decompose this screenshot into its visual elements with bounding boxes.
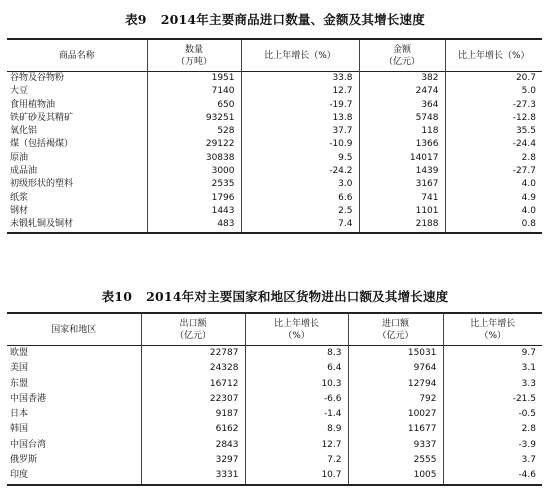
table9-cell-amount-growth: 4.0 [445,205,542,218]
table9-header-amount: 金额 （亿元） [359,39,445,72]
table9-cell-name: 食用植物油 [10,99,56,110]
table10-title [0,287,550,305]
table9-row [7,152,542,165]
table9-cell-name: 煤（包括褐煤） [10,139,74,150]
table9-cell-name: 成品油 [10,166,38,177]
table9-cell-qty-growth: 12.7 [241,85,359,98]
table9-cell-qty-growth: 9.5 [241,152,359,165]
table9-cell-qty-growth: 37.7 [241,125,359,138]
table9-cell-qty: 650 [147,99,241,112]
table9-cell-amount: 741 [359,192,445,205]
table10-cell-export: 3331 [141,468,245,484]
table10-cell-import-growth: -3.9 [443,438,542,453]
table9-cell-qty-growth: -19.7 [241,99,359,112]
table9-cell-qty: 7140 [147,85,241,98]
table10-header-export-growth: 比上年增长 （%） [245,313,348,346]
table9-cell-amount-growth: -12.8 [445,112,542,125]
table10-cell-import-growth: 9.7 [443,346,542,362]
table10-cell-export: 22787 [141,346,245,362]
table10-cell-export-growth: 12.7 [245,438,348,453]
table10-number: 表10 [101,289,133,304]
table10-header-import-growth: 比上年增长 （%） [443,313,542,346]
table10-row [7,468,542,484]
table10-cell-export: 9187 [141,407,245,422]
table9-body [7,72,542,233]
table10-cell-export-growth: 8.3 [245,346,348,362]
table10-cell-export-growth: 10.7 [245,468,348,484]
table9-cell-amount-growth: 4.0 [445,178,542,191]
table10-cell-export: 6162 [141,422,245,437]
table9-cell-qty: 30838 [147,152,241,165]
table9-cell-name: 原油 [10,152,29,163]
table9-cell-amount-growth: -24.4 [445,138,542,151]
table9-cell-qty: 2535 [147,178,241,191]
table9-cell-amount-growth: 0.8 [445,218,542,232]
table10-header-row [7,313,542,346]
table9-row [7,205,542,218]
table9-cell-name: 初级形状的塑料 [10,179,74,190]
table10-cell-name: 美国 [10,363,29,374]
table10-row [7,377,542,392]
table9-cell-qty-growth: -10.9 [241,138,359,151]
table10-cell-export: 22307 [141,392,245,407]
table9-cell-amount: 118 [359,125,445,138]
table10-row [7,392,542,407]
table9-cell-amount: 14017 [359,152,445,165]
table9-row [7,72,542,86]
table9-cell-amount-growth: -27.7 [445,165,542,178]
table9-cell-qty: 93251 [147,112,241,125]
table9-cell-amount-growth: 5.0 [445,85,542,98]
table9-cell-name: 谷物及谷物粉 [10,73,65,83]
table10-cell-name: 俄罗斯 [10,455,38,466]
table10-cell-export: 16712 [141,377,245,392]
table10-cell-export: 2843 [141,438,245,453]
table10-cell-import-growth: -4.6 [443,468,542,484]
table10-row [7,361,542,376]
table9-cell-qty: 528 [147,125,241,138]
table10-row [7,346,542,362]
table9-cell-name: 钢材 [10,205,29,216]
table9-row [7,165,542,178]
table9-cell-name: 铁矿砂及其精矿 [10,112,74,123]
table10-header-name: 国家和地区 [51,324,97,335]
table10-cell-name: 印度 [7,468,141,484]
table10-cell-export-growth: 8.9 [245,422,348,437]
table9-cell-amount: 1101 [359,205,445,218]
table10-cell-import-growth: 3.1 [443,361,542,376]
table9-row [7,99,542,112]
table10-cell-import: 792 [348,392,443,407]
table10-cell-import: 1005 [348,468,443,484]
table9-row [7,178,542,191]
table9-cell-qty-growth: 6.6 [241,192,359,205]
table9-cell-qty: 3000 [147,165,241,178]
table9-cell-amount: 1366 [359,138,445,151]
table9-cell-amount-growth: 20.7 [445,72,542,86]
table10-row [7,438,542,453]
table9-cell-qty-growth: 13.8 [241,112,359,125]
table10-body [7,346,542,485]
table9-cell-qty-growth: 2.5 [241,205,359,218]
table9-cell-amount: 382 [359,72,445,86]
table10-cell-name: 韩国 [10,424,29,435]
table9-header-row [7,39,542,72]
table10-row [7,422,542,437]
table10-cell-export-growth: 7.2 [245,453,348,468]
table10-cell-import-growth: 3.3 [443,377,542,392]
table9-row [7,138,542,151]
table10 [7,312,542,486]
table9-cell-amount: 2188 [359,218,445,232]
table10-row [7,453,542,468]
table9-cell-name: 未锻轧铜及铜材 [7,218,147,232]
table9-row [7,218,542,232]
table9-cell-name: 纸浆 [10,192,29,203]
table10-cell-export: 24328 [141,361,245,376]
table9-cell-amount: 1439 [359,165,445,178]
table10-cell-name: 东盟 [10,378,29,389]
table9-title-text: 2014年主要商品进口数量、金额及其增长速度 [160,12,425,27]
table9-cell-qty-growth: -24.2 [241,165,359,178]
table9-row [7,112,542,125]
table9-cell-qty: 29122 [147,138,241,151]
table10-header-export: 出口额 （亿元） [141,313,245,346]
table9-cell-amount-growth: -27.3 [445,99,542,112]
table10-cell-import-growth: 3.7 [443,453,542,468]
table10-cell-export-growth: 10.3 [245,377,348,392]
table9-cell-qty-growth: 3.0 [241,178,359,191]
table9-header-amount-growth: 比上年增长（%） [445,39,542,72]
table10-cell-import: 10027 [348,407,443,422]
table9-cell-name: 氧化铝 [10,126,38,137]
table9-cell-amount: 2474 [359,85,445,98]
table10-cell-name: 中国香港 [10,393,47,404]
table9-cell-amount: 364 [359,99,445,112]
table9-cell-qty: 483 [147,218,241,232]
table9-cell-amount-growth: 2.8 [445,152,542,165]
table10-cell-export-growth: 6.4 [245,361,348,376]
table10-cell-import: 15031 [348,346,443,362]
table10-cell-export-growth: -6.6 [245,392,348,407]
table9 [7,38,542,234]
table10-cell-name: 日本 [10,409,29,420]
table9-row [7,125,542,138]
table9-row [7,192,542,205]
table10-cell-name: 中国台湾 [10,439,47,450]
table9-cell-qty-growth: 33.8 [241,72,359,86]
table9-cell-name: 大豆 [10,86,29,97]
table9-cell-qty-growth: 7.4 [241,218,359,232]
table9-title [0,10,550,28]
table10-cell-import: 9337 [348,438,443,453]
table10-cell-import-growth: 2.8 [443,422,542,437]
table10-header-import: 进口额 （亿元） [348,313,443,346]
table10-cell-export: 3297 [141,453,245,468]
table9-number: 表9 [125,12,147,27]
table10-cell-import: 11677 [348,422,443,437]
table9-header-name: 商品名称 [58,50,95,61]
table9-cell-qty: 1796 [147,192,241,205]
table9-header-qty-growth: 比上年增长（%） [241,39,359,72]
table9-row [7,85,542,98]
table9-cell-amount-growth: 4.9 [445,192,542,205]
table9-cell-amount: 5748 [359,112,445,125]
table10-cell-import-growth: -21.5 [443,392,542,407]
table9-cell-qty: 1951 [147,72,241,86]
table10-title-text: 2014年对主要国家和地区货物进出口额及其增长速度 [146,289,449,304]
table10-row [7,407,542,422]
table10-cell-import: 2555 [348,453,443,468]
table10-cell-import: 12794 [348,377,443,392]
table9-cell-amount-growth: 35.5 [445,125,542,138]
table10-cell-import: 9764 [348,361,443,376]
table9-header-qty: 数量 （万吨） [147,39,241,72]
table9-cell-qty: 1443 [147,205,241,218]
table9-cell-amount: 3167 [359,178,445,191]
table10-cell-export-growth: -1.4 [245,407,348,422]
table10-cell-name: 欧盟 [10,348,29,358]
table10-cell-import-growth: -0.5 [443,407,542,422]
